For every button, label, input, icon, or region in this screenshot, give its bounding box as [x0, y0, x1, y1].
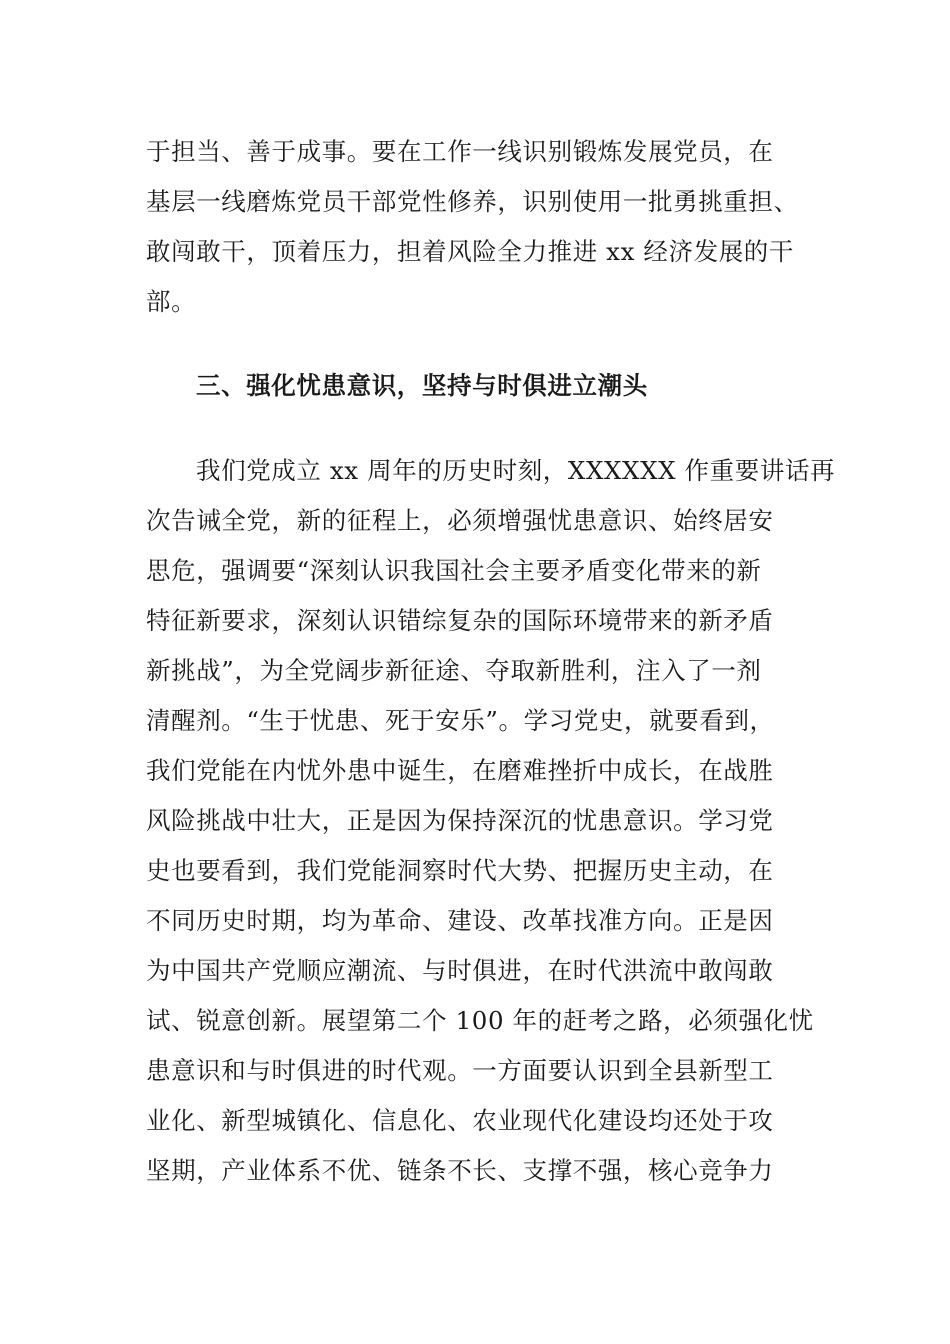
paragraph-2-line-9: 史也要看到，我们党能洞察时代大势、把握历史主动，在	[146, 856, 774, 885]
section-heading: 三、强化忧患意识，坚持与时俱进立潮头	[196, 371, 648, 400]
paragraph-2-line-13: 患意识和与时俱进的时代观。一方面要认识到全县新型工	[146, 1056, 774, 1085]
paragraph-1-line-1: 于担当、善于成事。要在工作一线识别锻炼发展党员，在	[146, 137, 774, 166]
paragraph-2-line-8: 风险挑战中壮大，正是因为保持深沉的忧患意识。学习党	[146, 806, 774, 835]
paragraph-2-line-4: 特征新要求，深刻认识错综复杂的国际环境带来的新矛盾	[146, 606, 774, 635]
paragraph-2-line-5: 新挑战”，为全党阔步新征途、夺取新胜利，注入了一剂	[146, 656, 762, 685]
paragraph-1-line-2: 基层一线磨炼党员干部党性修养，识别使用一批勇挑重担、	[146, 187, 799, 216]
paragraph-2-line-15: 坚期，产业体系不优、链条不长、支撑不强，核心竞争力	[146, 1156, 774, 1185]
paragraph-2-line-7: 我们党能在内忧外患中诞生，在磨难挫折中成长，在战胜	[146, 756, 774, 785]
paragraph-2-line-1: 我们党成立 xx 周年的历史时刻，XXXXXX 作重要讲话再	[196, 456, 836, 485]
paragraph-1-line-3: 敢闯敢干，顶着压力，担着风险全力推进 xx 经济发展的干	[146, 237, 795, 266]
paragraph-2-line-2: 次告诫全党，新的征程上，必须增强忧患意识、始终居安	[146, 506, 774, 535]
paragraph-2-line-3: 思危，强调要“深刻认识我国社会主要矛盾变化带来的新	[146, 556, 762, 585]
paragraph-1-line-4: 部。	[146, 287, 197, 316]
paragraph-2-line-14: 业化、新型城镇化、信息化、农业现代化建设均还处于攻	[146, 1106, 774, 1135]
paragraph-2-line-12: 试、锐意创新。展望第二个 100 年的赶考之路，必须强化忧	[146, 1006, 814, 1035]
paragraph-2-line-6: 清醒剂。“生于忧患、死于安乐”。学习党史，就要看到，	[146, 706, 775, 735]
paragraph-2-line-10: 不同历史时期，均为革命、建设、改革找准方向。正是因	[146, 906, 774, 935]
paragraph-2-line-11: 为中国共产党顺应潮流、与时俱进，在时代洪流中敢闯敢	[146, 956, 774, 985]
